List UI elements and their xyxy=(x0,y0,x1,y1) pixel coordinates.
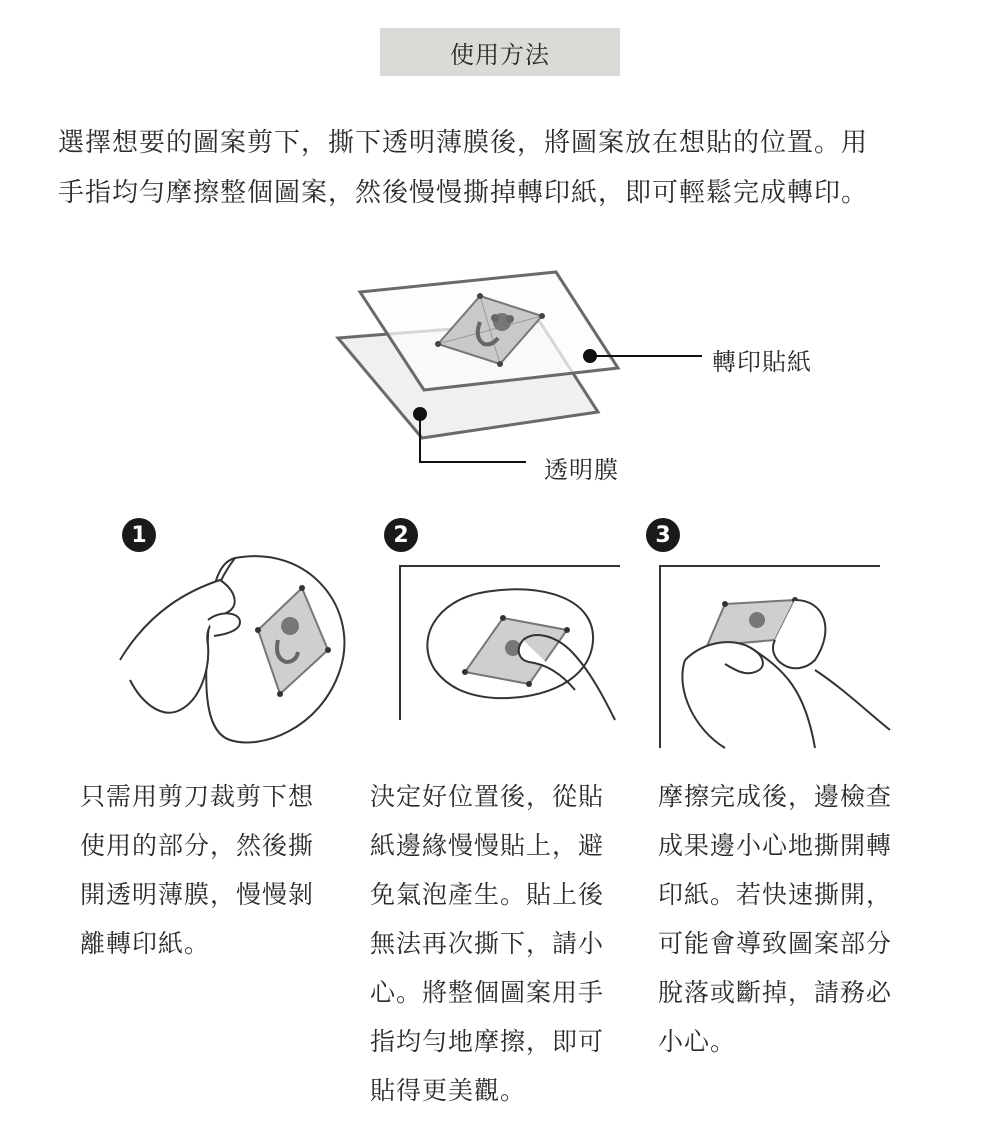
step-2-number: 2 xyxy=(384,518,418,552)
step-1-line: 離轉印紙。 xyxy=(80,929,211,958)
step-3-text xyxy=(658,772,928,1066)
step-1-line: 開透明薄膜，慢慢剝 xyxy=(80,880,315,909)
step-3-line: 成果邊小心地撕開轉 xyxy=(658,831,893,860)
step-3-number: 3 xyxy=(646,518,680,552)
step-2-line: 紙邊緣慢慢貼上，避 xyxy=(370,831,605,860)
step-1-line: 使用的部分，然後撕 xyxy=(80,831,315,860)
step-3-line: 脫落或斷掉，請務必 xyxy=(658,978,893,1007)
step-3-line: 可能會導致圖案部分 xyxy=(658,929,893,958)
intro-line-1: 選擇想要的圖案剪下，撕下透明薄膜後，將圖案放在想貼的位置。用 xyxy=(58,128,869,158)
step-2-line: 決定好位置後，從貼 xyxy=(370,782,605,811)
step-2-line: 免氣泡產生。貼上後 xyxy=(370,880,605,909)
step-1-number: 1 xyxy=(122,518,156,552)
step-2-illustration xyxy=(395,560,625,730)
step-2-line: 心。將整個圖案用手 xyxy=(370,978,605,1007)
intro-line-2: 手指均勻摩擦整個圖案，然後慢慢撕掉轉印紙，即可輕鬆完成轉印。 xyxy=(58,178,869,208)
film-label: 透明膜 xyxy=(544,456,619,484)
step-2-line: 無法再次撕下，請小 xyxy=(370,929,605,958)
transfer-paper-label: 轉印貼紙 xyxy=(712,348,812,376)
step-3-line: 小心。 xyxy=(658,1027,737,1056)
step-3-line: 印紙。若快速撕開， xyxy=(658,880,893,909)
step-3-line: 摩擦完成後，邊檢查 xyxy=(658,782,893,811)
step-2-text xyxy=(370,772,640,1115)
step-1-line: 只需用剪刀裁剪下想 xyxy=(80,782,315,811)
step-2-line: 指均勻地摩擦，即可 xyxy=(370,1027,605,1056)
step-2-line: 貼得更美觀。 xyxy=(370,1076,527,1105)
intro-paragraph xyxy=(58,118,948,218)
section-title: 使用方法 xyxy=(380,28,620,76)
step-1-illustration xyxy=(110,550,360,750)
step-1-text xyxy=(80,772,350,968)
step-3-illustration xyxy=(655,560,895,755)
